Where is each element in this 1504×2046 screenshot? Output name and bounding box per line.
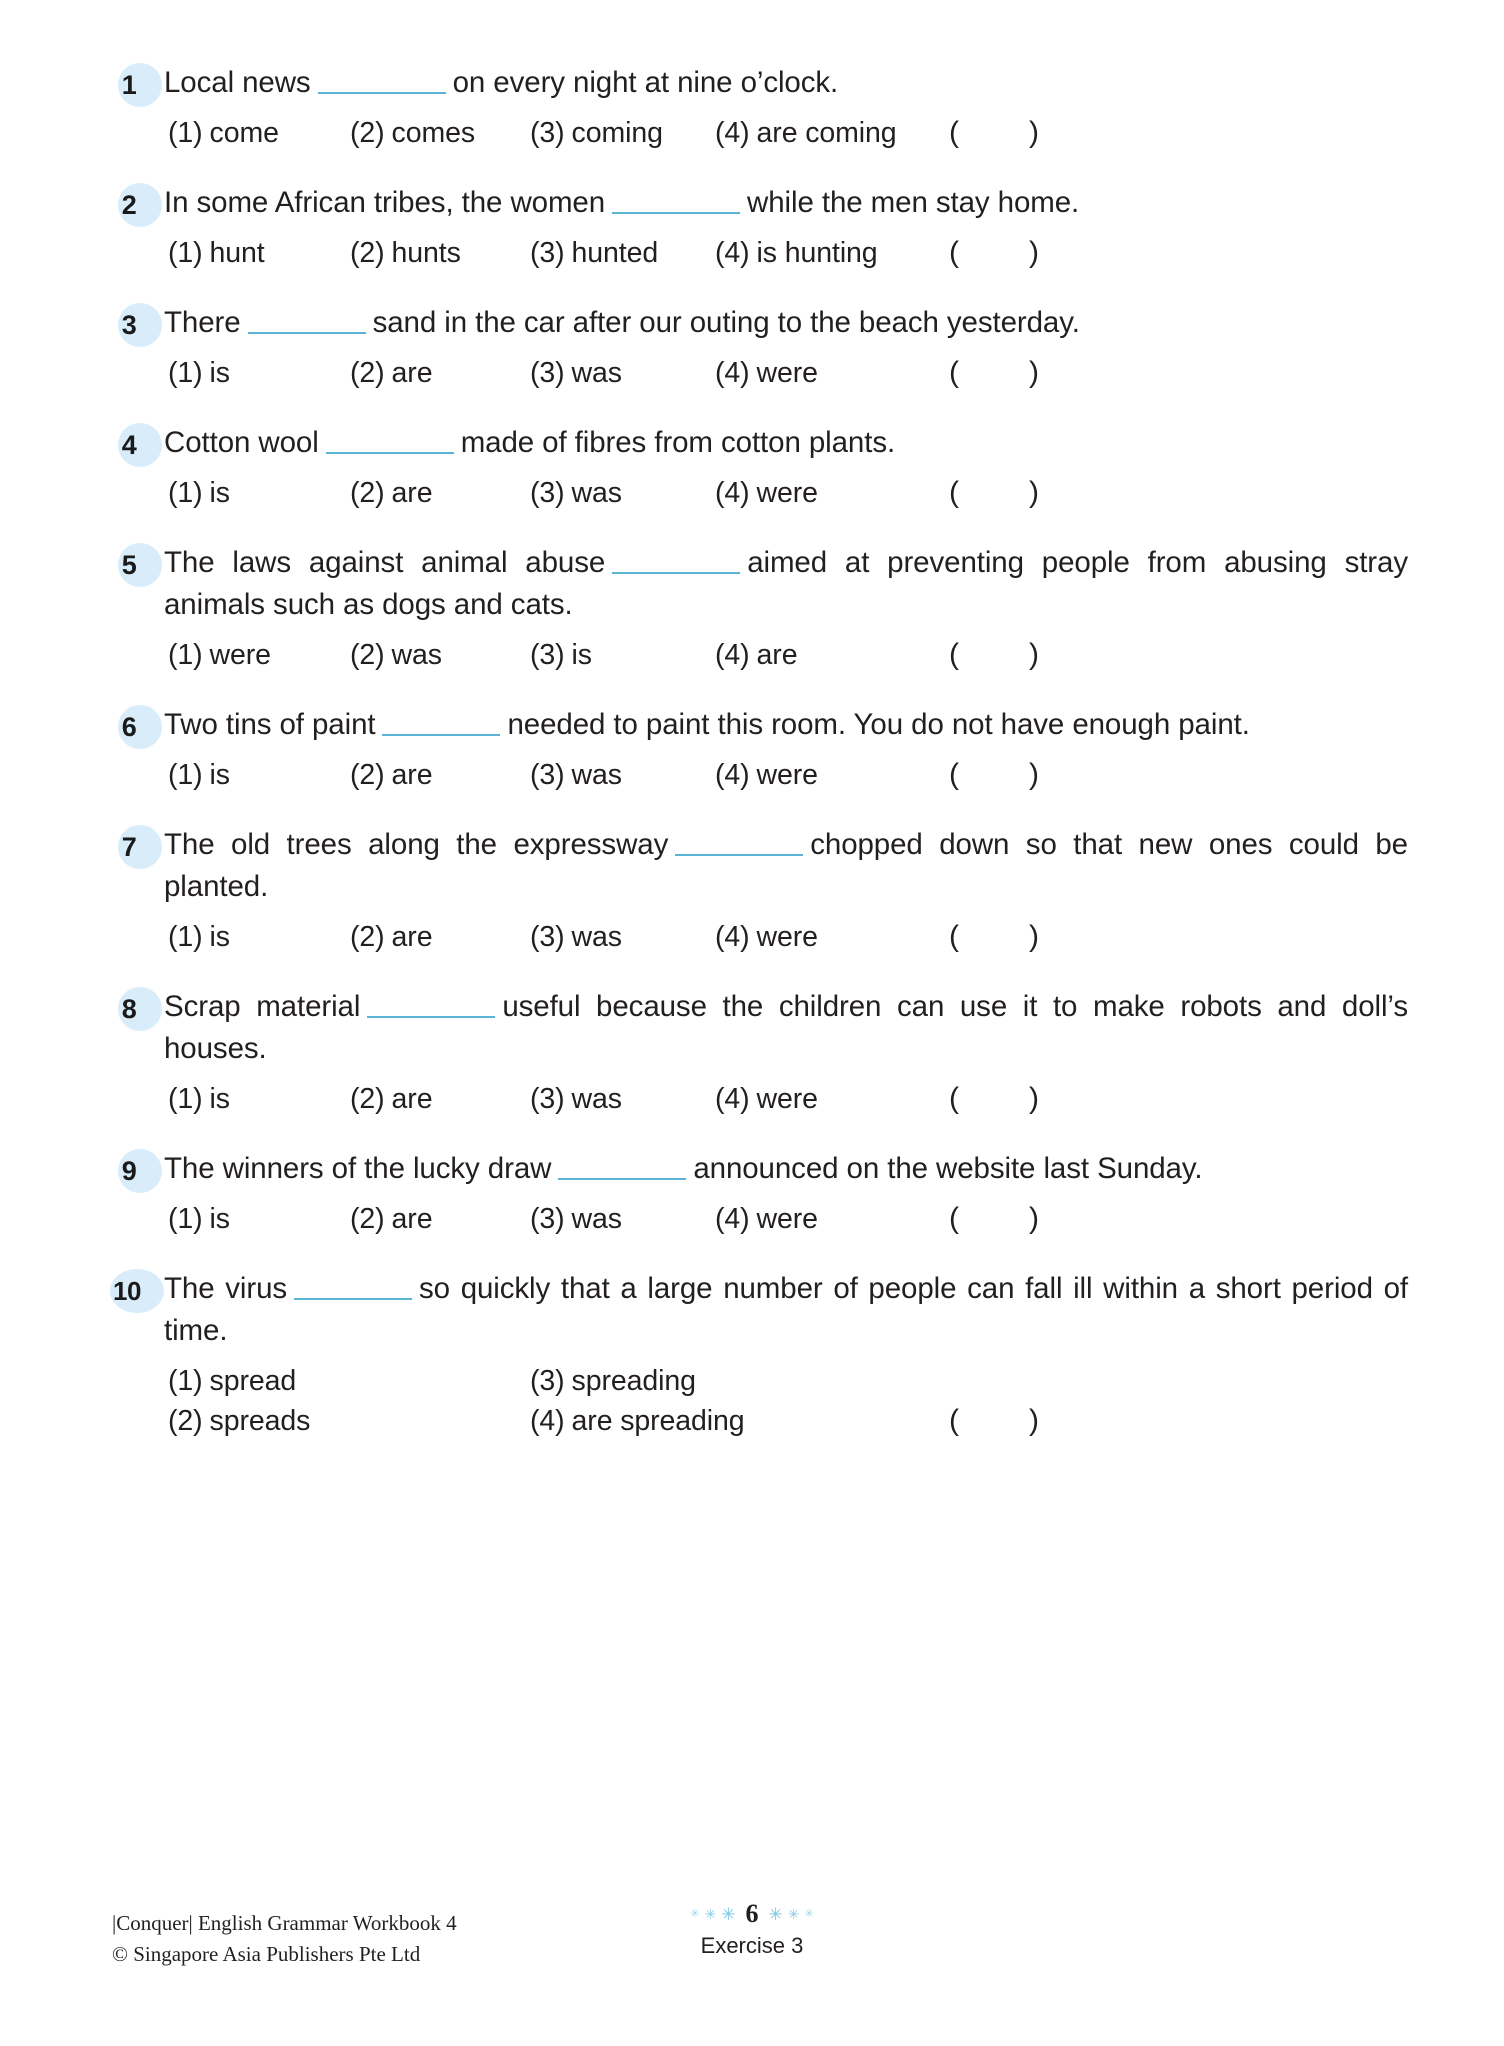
option-5-2[interactable] <box>350 633 442 677</box>
answer-paren-left: ( <box>949 356 959 389</box>
answer-blank-2[interactable] <box>612 192 740 214</box>
question-number-badge-3 <box>106 303 164 347</box>
question-6 <box>100 704 1408 797</box>
answer-paren-right: ) <box>1029 1202 1039 1235</box>
answer-paren-left: ( <box>949 758 959 791</box>
answer-blank-5[interactable] <box>612 552 740 574</box>
option-value: were <box>756 1203 818 1235</box>
option-value: is hunting <box>756 237 878 269</box>
option-value: were <box>209 639 271 671</box>
question-stem-before-9: The winners of the lucky draw <box>164 1152 552 1185</box>
question-text-3 <box>164 302 1408 344</box>
question-number-badge-8 <box>106 987 164 1031</box>
option-label: (2) <box>350 639 385 671</box>
option-value: was <box>571 477 622 509</box>
option-value: is <box>209 759 230 791</box>
option-2-3[interactable] <box>530 231 658 275</box>
option-9-2[interactable] <box>350 1197 432 1241</box>
option-1-3[interactable] <box>530 111 663 155</box>
option-2-1[interactable] <box>168 231 265 275</box>
star-icon: ✳ <box>704 1906 717 1922</box>
option-5-4[interactable] <box>715 633 797 677</box>
options-row-3 <box>164 351 1408 395</box>
star-icon: ✳ <box>787 1906 800 1922</box>
question-text-9 <box>164 1148 1408 1190</box>
option-value: was <box>571 1083 622 1115</box>
option-label: (3) <box>530 639 565 671</box>
option-label: (4) <box>715 357 750 389</box>
option-value: hunts <box>391 237 461 269</box>
question-number-badge-5 <box>106 543 164 587</box>
answer-blank-7[interactable] <box>675 834 803 856</box>
option-value: were <box>756 1083 818 1115</box>
option-label: (2) <box>168 1405 203 1437</box>
option-4-3[interactable] <box>530 471 622 515</box>
option-3-2[interactable] <box>350 351 432 395</box>
option-value: is <box>209 921 230 953</box>
option-label: (3) <box>530 1203 565 1235</box>
answer-paren-right: ) <box>1029 1404 1039 1437</box>
option-label: (4) <box>715 477 750 509</box>
option-label: (3) <box>530 357 565 389</box>
answer-paren-right: ) <box>1029 356 1039 389</box>
option-1-2[interactable] <box>350 111 475 155</box>
colophon-copyright: © Singapore Asia Publishers Pte Ltd <box>112 1942 421 1966</box>
question-number-6: 6 <box>121 711 137 742</box>
answer-blank-3[interactable] <box>248 312 366 334</box>
option-value: spreading <box>571 1365 696 1397</box>
question-stem-before-7: The old trees along the expressway <box>164 828 669 861</box>
exercise-label: Exercise 3 <box>700 1933 804 1958</box>
star-icon: ✳ <box>721 1904 736 1924</box>
option-label: (1) <box>168 1203 203 1235</box>
question-number-2: 2 <box>121 189 137 220</box>
question-stem-after-2: while the men stay home. <box>747 186 1080 219</box>
question-text-1 <box>164 62 1408 104</box>
option-value: is <box>209 357 230 389</box>
question-number-7: 7 <box>121 831 137 862</box>
option-4-2[interactable] <box>350 471 432 515</box>
option-3-1[interactable] <box>168 351 230 395</box>
option-label: (2) <box>350 921 385 953</box>
option-value: come <box>209 117 279 149</box>
option-1-4[interactable] <box>715 111 897 155</box>
question-number-5: 5 <box>121 549 137 580</box>
question-text-7 <box>164 824 1408 908</box>
option-2-4[interactable] <box>715 231 878 275</box>
option-label: (4) <box>715 921 750 953</box>
option-label: (3) <box>530 237 565 269</box>
option-7-4[interactable] <box>715 915 818 959</box>
answer-paren-left: ( <box>949 236 959 269</box>
answer-paren-right: ) <box>1029 1082 1039 1115</box>
option-value: is <box>209 477 230 509</box>
option-value: was <box>571 357 622 389</box>
question-number-8: 8 <box>121 993 137 1024</box>
question-stem-before-1: Local news <box>164 66 311 99</box>
option-label: (4) <box>715 1083 750 1115</box>
question-number-badge-9 <box>106 1149 164 1193</box>
option-10-3[interactable] <box>530 1359 696 1403</box>
option-5-3[interactable] <box>530 633 592 677</box>
options-row-9 <box>164 1197 1408 1241</box>
option-label: (4) <box>715 639 750 671</box>
question-stem-after-6: needed to paint this room. You do not have enough paint. <box>507 708 1250 741</box>
question-stem-after-8: useful because the children can use it to make robots and doll’s houses. <box>164 990 1408 1065</box>
answer-paren-right: ) <box>1029 920 1039 953</box>
option-value: spreads <box>209 1405 311 1437</box>
question-number-badge-4 <box>106 423 164 467</box>
option-value: coming <box>571 117 663 149</box>
option-3-3[interactable] <box>530 351 622 395</box>
answer-paren-right: ) <box>1029 236 1039 269</box>
question-number-badge-7 <box>106 825 164 869</box>
question-number-3: 3 <box>121 309 137 340</box>
option-value: is <box>571 639 592 671</box>
option-8-3[interactable] <box>530 1077 622 1121</box>
option-9-4[interactable] <box>715 1197 818 1241</box>
option-5-1[interactable] <box>168 633 271 677</box>
question-text-8 <box>164 986 1408 1070</box>
option-7-2[interactable] <box>350 915 432 959</box>
option-label: (3) <box>530 477 565 509</box>
question-stem-before-6: Two tins of paint <box>164 708 376 741</box>
answer-paren-right: ) <box>1029 638 1039 671</box>
option-value: was <box>571 921 622 953</box>
options-row-7 <box>164 915 1408 959</box>
option-label: (2) <box>350 357 385 389</box>
option-9-3[interactable] <box>530 1197 622 1241</box>
option-label: (2) <box>350 117 385 149</box>
option-label: (3) <box>530 1365 565 1397</box>
option-value: are <box>391 477 433 509</box>
option-2-2[interactable] <box>350 231 461 275</box>
option-value: spread <box>209 1365 297 1397</box>
options-row-5 <box>164 633 1408 677</box>
option-label: (1) <box>168 759 203 791</box>
option-value: are <box>756 639 798 671</box>
question-stem-after-4: made of fibres from cotton plants. <box>460 426 896 459</box>
option-value: was <box>571 1203 622 1235</box>
option-label: (3) <box>530 117 565 149</box>
question-stem-after-1: on every night at nine o’clock. <box>452 66 839 99</box>
question-stem-before-3: There <box>164 306 241 339</box>
option-3-4[interactable] <box>715 351 818 395</box>
answer-paren-left: ( <box>949 116 959 149</box>
answer-blank-1[interactable] <box>318 72 446 94</box>
question-number-10: 10 <box>113 1276 141 1306</box>
option-8-1[interactable] <box>168 1077 230 1121</box>
question-8 <box>100 986 1408 1121</box>
question-text-4 <box>164 422 1408 464</box>
option-label: (3) <box>530 759 565 791</box>
question-number-badge-6 <box>106 705 164 749</box>
option-value: were <box>756 477 818 509</box>
page-number-decoration <box>0 1900 1504 1928</box>
option-value: are <box>391 1083 433 1115</box>
question-stem-before-2: In some African tribes, the women <box>164 186 606 219</box>
answer-paren-left: ( <box>949 638 959 671</box>
option-label: (1) <box>168 237 203 269</box>
question-9 <box>100 1148 1408 1241</box>
option-value: hunt <box>209 237 265 269</box>
question-number-9: 9 <box>121 1155 137 1186</box>
question-4 <box>100 422 1408 515</box>
option-value: were <box>756 759 818 791</box>
option-value: hunted <box>571 237 659 269</box>
option-value: is <box>209 1203 230 1235</box>
question-stem-after-3: sand in the car after our outing to the beach yesterday. <box>372 306 1080 339</box>
answer-blank-9[interactable] <box>558 1158 686 1180</box>
option-label: (4) <box>715 117 750 149</box>
option-1-1[interactable] <box>168 111 279 155</box>
option-4-4[interactable] <box>715 471 818 515</box>
option-value: was <box>571 759 622 791</box>
question-number-badge-10 <box>106 1269 164 1313</box>
option-6-1[interactable] <box>168 753 230 797</box>
option-value: are <box>391 1203 433 1235</box>
option-label: (2) <box>350 759 385 791</box>
option-label: (2) <box>350 477 385 509</box>
question-text-2 <box>164 182 1408 224</box>
page-footer <box>0 1876 1504 2046</box>
option-label: (1) <box>168 639 203 671</box>
question-text-6 <box>164 704 1408 746</box>
option-label: (1) <box>168 357 203 389</box>
options-row-2 <box>164 231 1408 275</box>
page-number: 6 <box>745 1899 759 1928</box>
option-value: was <box>391 639 442 671</box>
question-number-1: 1 <box>121 69 137 100</box>
question-text-10 <box>164 1268 1408 1352</box>
star-icon: ✳ <box>804 1907 814 1920</box>
question-stem-before-4: Cotton wool <box>164 426 319 459</box>
star-icon: ✳ <box>768 1904 783 1924</box>
option-value: are coming <box>756 117 897 149</box>
question-1 <box>100 62 1408 155</box>
question-5 <box>100 542 1408 677</box>
question-stem-after-5: aimed at preventing people from abusing stray animals such as dogs and cats. <box>164 546 1408 621</box>
option-9-1[interactable] <box>168 1197 230 1241</box>
answer-blank-10[interactable] <box>294 1278 412 1300</box>
option-value: are spreading <box>571 1405 745 1437</box>
question-number-badge-1 <box>106 63 164 107</box>
question-2 <box>100 182 1408 275</box>
page-marker <box>0 1900 1504 1959</box>
answer-paren-right: ) <box>1029 116 1039 149</box>
option-label: (3) <box>530 921 565 953</box>
answer-paren-right: ) <box>1029 758 1039 791</box>
options-row-6 <box>164 753 1408 797</box>
question-stem-before-10: The virus <box>164 1272 288 1305</box>
question-7 <box>100 824 1408 959</box>
option-value: is <box>209 1083 230 1115</box>
question-number-4: 4 <box>121 429 137 460</box>
answer-paren-left: ( <box>949 1082 959 1115</box>
option-8-4[interactable] <box>715 1077 818 1121</box>
question-stem-after-10: so quickly that a large number of people can fall ill within a short period of time. <box>164 1272 1408 1347</box>
option-value: were <box>756 921 818 953</box>
answer-paren-left: ( <box>949 1202 959 1235</box>
option-label: (4) <box>715 1203 750 1235</box>
answer-paren-right: ) <box>1029 476 1039 509</box>
option-label: (1) <box>168 1083 203 1115</box>
option-value: are <box>391 357 433 389</box>
question-stem-after-7: chopped down so that new ones could be planted. <box>164 828 1408 903</box>
answer-blank-4[interactable] <box>326 432 454 454</box>
option-value: were <box>756 357 818 389</box>
option-10-2[interactable] <box>168 1399 310 1443</box>
option-label: (3) <box>530 1083 565 1115</box>
option-6-3[interactable] <box>530 753 622 797</box>
star-icon: ✳ <box>690 1907 700 1920</box>
question-3 <box>100 302 1408 395</box>
option-label: (1) <box>168 1365 203 1397</box>
options-row-4 <box>164 471 1408 515</box>
option-label: (1) <box>168 117 203 149</box>
option-label: (4) <box>715 759 750 791</box>
question-number-badge-2 <box>106 183 164 227</box>
option-10-4[interactable] <box>530 1399 745 1443</box>
answer-paren-left: ( <box>949 1404 959 1437</box>
options-row-8 <box>164 1077 1408 1121</box>
option-label: (2) <box>350 1203 385 1235</box>
option-4-1[interactable] <box>168 471 230 515</box>
options-row-1 <box>164 111 1408 155</box>
option-7-1[interactable] <box>168 915 230 959</box>
option-7-3[interactable] <box>530 915 622 959</box>
question-stem-before-8: Scrap material <box>164 990 361 1023</box>
option-value: are <box>391 759 433 791</box>
question-10 <box>100 1268 1408 1447</box>
answer-blank-8[interactable] <box>367 996 495 1018</box>
option-label: (4) <box>715 237 750 269</box>
option-label: (4) <box>530 1405 565 1437</box>
option-label: (2) <box>350 237 385 269</box>
option-6-2[interactable] <box>350 753 432 797</box>
option-label: (1) <box>168 477 203 509</box>
option-10-1[interactable] <box>168 1359 296 1403</box>
option-label: (2) <box>350 1083 385 1115</box>
option-6-4[interactable] <box>715 753 818 797</box>
colophon-title: |Conquer| English Grammar Workbook 4 <box>112 1911 457 1935</box>
question-text-5 <box>164 542 1408 626</box>
question-stem-before-5: The laws against animal abuse <box>164 546 606 579</box>
answer-paren-left: ( <box>949 476 959 509</box>
answer-blank-6[interactable] <box>382 714 500 736</box>
option-value: are <box>391 921 433 953</box>
options-row-10 <box>164 1359 1408 1447</box>
option-8-2[interactable] <box>350 1077 432 1121</box>
option-label: (1) <box>168 921 203 953</box>
option-value: comes <box>391 117 475 149</box>
answer-paren-left: ( <box>949 920 959 953</box>
question-stem-after-9: announced on the website last Sunday. <box>693 1152 1203 1185</box>
